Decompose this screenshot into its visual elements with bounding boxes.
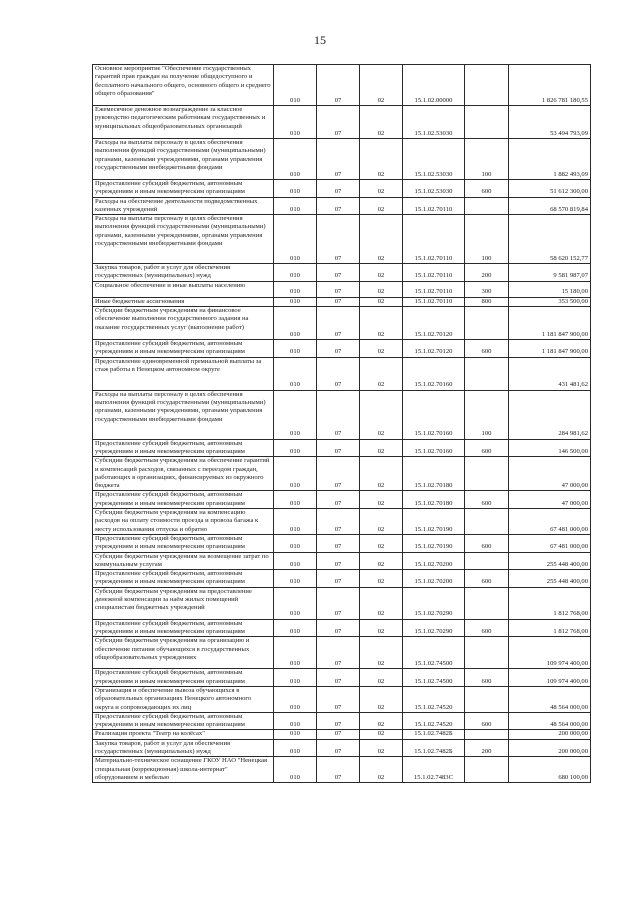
row-expense-type xyxy=(465,587,509,619)
row-grbs: 010 xyxy=(274,534,317,552)
row-amount: 1 181 847 900,00 xyxy=(509,340,591,358)
row-section: 07 xyxy=(317,180,360,198)
row-section: 07 xyxy=(317,509,360,535)
row-section: 07 xyxy=(317,619,360,637)
row-name: Закупка товаров, работ и услуг для обеспечения государственных (муниципальных) нужд xyxy=(93,739,274,757)
table-row xyxy=(93,587,591,619)
row-grbs: 010 xyxy=(274,390,317,439)
row-grbs: 010 xyxy=(274,552,317,570)
row-section: 07 xyxy=(317,65,360,106)
row-section: 07 xyxy=(317,552,360,570)
row-target-code: 15.1.02.70160 xyxy=(403,357,465,390)
row-amount: 1 812 768,00 xyxy=(509,619,591,637)
row-section: 07 xyxy=(317,587,360,619)
row-target-code: 15.1.02.74500 xyxy=(403,669,465,687)
row-expense-type xyxy=(465,307,509,340)
row-expense-type xyxy=(465,730,509,739)
row-subsection: 02 xyxy=(360,570,403,588)
row-name: Расходы на обеспечение деятельности подведомственных казенных учреждений xyxy=(93,197,274,215)
row-target-code: 15.1.02.70110 xyxy=(403,215,465,264)
row-grbs: 010 xyxy=(274,457,317,491)
row-subsection: 02 xyxy=(360,357,403,390)
row-subsection: 02 xyxy=(360,712,403,730)
row-amount: 1 826 781 180,55 xyxy=(509,65,591,106)
row-name: Социальное обеспечение и иные выплаты населению xyxy=(93,281,274,297)
row-target-code: 15.1.02.7483С xyxy=(403,757,465,783)
row-expense-type: 600 xyxy=(465,439,509,457)
row-subsection: 02 xyxy=(360,534,403,552)
row-subsection: 02 xyxy=(360,264,403,282)
row-amount: 68 570 819,84 xyxy=(509,197,591,215)
row-name: Закупка товаров, работ и услуг для обеспечения государственных (муниципальных) нужд xyxy=(93,264,274,282)
table-row xyxy=(93,730,591,739)
row-target-code: 15.1.02.74520 xyxy=(403,686,465,712)
row-section: 07 xyxy=(317,281,360,297)
table-row xyxy=(93,340,591,358)
row-target-code: 15.1.02.70160 xyxy=(403,439,465,457)
row-target-code: 15.1.02.70190 xyxy=(403,534,465,552)
row-subsection: 02 xyxy=(360,197,403,215)
row-subsection: 02 xyxy=(360,552,403,570)
row-name: Субсидии бюджетным учреждениям на компенсацию расходов на оплату стоимости проезда и провоза багажа к месту использования отпуска и обратно xyxy=(93,509,274,535)
table-row xyxy=(93,281,591,297)
row-subsection: 02 xyxy=(360,686,403,712)
row-expense-type: 100 xyxy=(465,139,509,180)
budget-table xyxy=(92,64,591,783)
row-name: Предоставление единовременной премиальной выплаты за стаж работы в Ненецком автономном округе xyxy=(93,357,274,390)
row-expense-type: 200 xyxy=(465,739,509,757)
row-target-code: 15.1.02.74520 xyxy=(403,712,465,730)
row-subsection: 02 xyxy=(360,739,403,757)
row-amount: 47 000,00 xyxy=(509,457,591,491)
row-subsection: 02 xyxy=(360,281,403,297)
row-expense-type xyxy=(465,197,509,215)
row-expense-type xyxy=(465,457,509,491)
row-target-code: 15.1.02.70290 xyxy=(403,587,465,619)
table-row xyxy=(93,457,591,491)
row-amount: 53 494 793,09 xyxy=(509,106,591,139)
row-target-code: 15.1.02.00000 xyxy=(403,65,465,106)
row-expense-type: 300 xyxy=(465,281,509,297)
row-target-code: 15.1.02.53030 xyxy=(403,180,465,198)
row-amount: 51 612 300,00 xyxy=(509,180,591,198)
row-name: Ежемесячное денежное вознаграждение за классное руководство педагогическим работникам государственных и муниципальных общеобразовательных организаций xyxy=(93,106,274,139)
row-section: 07 xyxy=(317,730,360,739)
row-amount: 58 620 152,77 xyxy=(509,215,591,264)
row-section: 07 xyxy=(317,669,360,687)
row-target-code: 15.1.02.70200 xyxy=(403,552,465,570)
table-row xyxy=(93,669,591,687)
row-subsection: 02 xyxy=(360,491,403,509)
row-grbs: 010 xyxy=(274,180,317,198)
row-expense-type: 100 xyxy=(465,390,509,439)
table-row xyxy=(93,297,591,306)
row-section: 07 xyxy=(317,139,360,180)
row-grbs: 010 xyxy=(274,757,317,783)
row-target-code: 15.1.02.53030 xyxy=(403,106,465,139)
budget-table-body xyxy=(93,65,591,783)
row-section: 07 xyxy=(317,457,360,491)
table-row xyxy=(93,106,591,139)
row-section: 07 xyxy=(317,739,360,757)
row-grbs: 010 xyxy=(274,637,317,669)
row-target-code: 15.1.02.70190 xyxy=(403,509,465,535)
table-row xyxy=(93,552,591,570)
table-row xyxy=(93,307,591,340)
row-target-code: 15.1.02.70120 xyxy=(403,307,465,340)
row-amount: 353 500,00 xyxy=(509,297,591,306)
row-subsection: 02 xyxy=(360,439,403,457)
row-target-code: 15.1.02.7482Б xyxy=(403,739,465,757)
row-section: 07 xyxy=(317,106,360,139)
row-name: Предоставление субсидий бюджетным, автономным учреждениям и иным некоммерческим организациям xyxy=(93,712,274,730)
row-grbs: 010 xyxy=(274,669,317,687)
row-name: Предоставление субсидий бюджетным, автономным учреждениям и иным некоммерческим организациям xyxy=(93,534,274,552)
row-name: Иные бюджетные ассигнования xyxy=(93,297,274,306)
row-expense-type: 600 xyxy=(465,570,509,588)
row-expense-type: 600 xyxy=(465,180,509,198)
row-name: Материально-техническое оснащение ГКОУ НАО "Ненецкая специальная (коррекционная) школа-интернат" оборудованием и мебелью xyxy=(93,757,274,783)
row-expense-type xyxy=(465,552,509,570)
row-target-code: 15.1.02.70110 xyxy=(403,264,465,282)
row-amount: 1 812 768,00 xyxy=(509,587,591,619)
table-row xyxy=(93,686,591,712)
row-target-code: 15.1.02.70110 xyxy=(403,281,465,297)
table-row xyxy=(93,139,591,180)
row-name: Расходы на выплаты персоналу в целях обеспечения выполнения функций государственными (муниципальными) органами, казенными учреждениями, органами управления государственными внебюджетными фондами xyxy=(93,139,274,180)
row-subsection: 02 xyxy=(360,297,403,306)
row-subsection: 02 xyxy=(360,106,403,139)
row-section: 07 xyxy=(317,215,360,264)
row-target-code: 15.1.02.70160 xyxy=(403,390,465,439)
row-amount: 48 564 000,00 xyxy=(509,712,591,730)
row-name: Субсидии бюджетным учреждениям на предоставление денежной компенсации за наём жилых помещений специалистам бюджетных учреждений xyxy=(93,587,274,619)
row-subsection: 02 xyxy=(360,509,403,535)
row-target-code: 15.1.02.53030 xyxy=(403,139,465,180)
row-grbs: 010 xyxy=(274,106,317,139)
row-section: 07 xyxy=(317,712,360,730)
table-row xyxy=(93,491,591,509)
table-row xyxy=(93,619,591,637)
row-amount: 109 974 400,00 xyxy=(509,637,591,669)
row-amount: 1 882 493,09 xyxy=(509,139,591,180)
row-subsection: 02 xyxy=(360,180,403,198)
row-grbs: 010 xyxy=(274,439,317,457)
table-row xyxy=(93,757,591,783)
row-section: 07 xyxy=(317,340,360,358)
row-amount: 146 500,00 xyxy=(509,439,591,457)
row-grbs: 010 xyxy=(274,281,317,297)
row-name: Расходы на выплаты персоналу в целях обеспечения выполнения функций государственными (муниципальными) органами, казенными учреждениями, органами управления государственными внебюджетными фондами xyxy=(93,215,274,264)
row-amount: 200 000,00 xyxy=(509,739,591,757)
row-target-code: 15.1.02.70120 xyxy=(403,340,465,358)
row-subsection: 02 xyxy=(360,637,403,669)
table-row xyxy=(93,534,591,552)
row-grbs: 010 xyxy=(274,509,317,535)
row-grbs: 010 xyxy=(274,340,317,358)
row-name: Предоставление субсидий бюджетным, автономным учреждениям и иным некоммерческим организациям xyxy=(93,340,274,358)
row-name: Предоставление субсидий бюджетным, автономным учреждениям и иным некоммерческим организациям xyxy=(93,439,274,457)
row-amount: 200 000,00 xyxy=(509,730,591,739)
table-row xyxy=(93,264,591,282)
row-section: 07 xyxy=(317,197,360,215)
row-grbs: 010 xyxy=(274,307,317,340)
row-subsection: 02 xyxy=(360,65,403,106)
row-expense-type xyxy=(465,509,509,535)
row-name: Субсидии бюджетным учреждениям на возмещение затрат по коммунальным услугам xyxy=(93,552,274,570)
row-grbs: 010 xyxy=(274,197,317,215)
table-row xyxy=(93,215,591,264)
row-expense-type: 800 xyxy=(465,297,509,306)
row-section: 07 xyxy=(317,307,360,340)
row-amount: 67 481 000,00 xyxy=(509,534,591,552)
row-expense-type: 600 xyxy=(465,340,509,358)
row-amount: 48 564 000,00 xyxy=(509,686,591,712)
table-row xyxy=(93,390,591,439)
row-name: Предоставление субсидий бюджетным, автономным учреждениям и иным некоммерческим организациям xyxy=(93,180,274,198)
row-grbs: 010 xyxy=(274,686,317,712)
row-expense-type: 600 xyxy=(465,491,509,509)
row-section: 07 xyxy=(317,637,360,669)
row-amount: 255 448 400,00 xyxy=(509,570,591,588)
row-subsection: 02 xyxy=(360,757,403,783)
row-grbs: 010 xyxy=(274,570,317,588)
row-name: Предоставление субсидий бюджетным, автономным учреждениям и иным некоммерческим организациям xyxy=(93,570,274,588)
row-section: 07 xyxy=(317,757,360,783)
row-grbs: 010 xyxy=(274,139,317,180)
row-grbs: 010 xyxy=(274,297,317,306)
row-name: Субсидии бюджетным учреждениям на обеспечение гарантий и компенсаций расходов, связанных с переездом граждан, работающих в организациях, финансируемых из окружного бюджета xyxy=(93,457,274,491)
table-row xyxy=(93,65,591,106)
row-subsection: 02 xyxy=(360,139,403,180)
table-row xyxy=(93,570,591,588)
row-expense-type: 200 xyxy=(465,264,509,282)
row-grbs: 010 xyxy=(274,215,317,264)
row-name: Предоставление субсидий бюджетным, автономным учреждениям и иным некоммерческим организациям xyxy=(93,669,274,687)
row-subsection: 02 xyxy=(360,730,403,739)
row-section: 07 xyxy=(317,686,360,712)
row-expense-type: 600 xyxy=(465,712,509,730)
row-expense-type xyxy=(465,65,509,106)
row-section: 07 xyxy=(317,570,360,588)
row-subsection: 02 xyxy=(360,307,403,340)
row-expense-type xyxy=(465,357,509,390)
row-expense-type xyxy=(465,106,509,139)
table-row xyxy=(93,509,591,535)
row-target-code: 15.1.02.70200 xyxy=(403,570,465,588)
row-section: 07 xyxy=(317,439,360,457)
row-expense-type: 600 xyxy=(465,534,509,552)
row-name: Предоставление субсидий бюджетным, автономным учреждениям и иным некоммерческим организациям xyxy=(93,619,274,637)
row-target-code: 15.1.02.70180 xyxy=(403,491,465,509)
row-name: Субсидии бюджетным учреждениям на финансовое обеспечение выполнения государственного задания на оказание государственных услуг (выполнение работ) xyxy=(93,307,274,340)
row-expense-type: 600 xyxy=(465,619,509,637)
row-name: Реализация проекта "Театр на колёсах" xyxy=(93,730,274,739)
row-target-code: 15.1.02.74500 xyxy=(403,637,465,669)
table-row xyxy=(93,439,591,457)
row-amount: 431 481,62 xyxy=(509,357,591,390)
row-amount: 67 481 000,00 xyxy=(509,509,591,535)
table-row xyxy=(93,739,591,757)
row-expense-type: 100 xyxy=(465,215,509,264)
row-target-code: 15.1.02.70290 xyxy=(403,619,465,637)
row-subsection: 02 xyxy=(360,390,403,439)
row-target-code: 15.1.02.70110 xyxy=(403,197,465,215)
row-grbs: 010 xyxy=(274,357,317,390)
row-expense-type xyxy=(465,686,509,712)
table-row xyxy=(93,637,591,669)
row-target-code: 15.1.02.7482Б xyxy=(403,730,465,739)
row-amount: 255 448 400,00 xyxy=(509,552,591,570)
row-amount: 109 974 400,00 xyxy=(509,669,591,687)
row-amount: 9 581 987,07 xyxy=(509,264,591,282)
row-name: Расходы на выплаты персоналу в целях обеспечения выполнения функций государственными (муниципальными) органами, казенными учреждениями, органами управления государственными внебюджетными фондами xyxy=(93,390,274,439)
row-grbs: 010 xyxy=(274,712,317,730)
row-expense-type xyxy=(465,757,509,783)
row-subsection: 02 xyxy=(360,340,403,358)
row-section: 07 xyxy=(317,357,360,390)
row-section: 07 xyxy=(317,390,360,439)
row-subsection: 02 xyxy=(360,669,403,687)
row-target-code: 15.1.02.70180 xyxy=(403,457,465,491)
table-row xyxy=(93,180,591,198)
row-target-code: 15.1.02.70110 xyxy=(403,297,465,306)
row-grbs: 010 xyxy=(274,739,317,757)
table-row xyxy=(93,197,591,215)
row-grbs: 010 xyxy=(274,491,317,509)
row-amount: 1 181 847 900,00 xyxy=(509,307,591,340)
row-grbs: 010 xyxy=(274,264,317,282)
row-grbs: 010 xyxy=(274,587,317,619)
row-section: 07 xyxy=(317,297,360,306)
row-name: Организация и обеспечение вывоза обучающихся в образовательных организациях Ненецкого автономного округа и сопровождающих их лиц xyxy=(93,686,274,712)
table-row xyxy=(93,357,591,390)
table-row xyxy=(93,712,591,730)
row-name: Предоставление субсидий бюджетным, автономным учреждениям и иным некоммерческим организациям xyxy=(93,491,274,509)
row-subsection: 02 xyxy=(360,619,403,637)
row-grbs: 010 xyxy=(274,619,317,637)
row-amount: 680 100,00 xyxy=(509,757,591,783)
page-number: 15 xyxy=(314,33,326,47)
row-expense-type xyxy=(465,637,509,669)
row-section: 07 xyxy=(317,534,360,552)
row-grbs: 010 xyxy=(274,65,317,106)
row-section: 07 xyxy=(317,264,360,282)
row-name: Субсидии бюджетным учреждениям на организацию и обеспечение питания обучающихся в государственных общеобразовательных учреждениях xyxy=(93,637,274,669)
row-amount: 284 981,62 xyxy=(509,390,591,439)
row-grbs: 010 xyxy=(274,730,317,739)
row-subsection: 02 xyxy=(360,587,403,619)
row-amount: 15 180,00 xyxy=(509,281,591,297)
row-section: 07 xyxy=(317,491,360,509)
row-name: Основное мероприятие "Обеспечение государственных гарантий прав граждан на получение общедоступного и бесплатного начального общего, основного общего и среднего общего образования" xyxy=(93,65,274,106)
row-amount: 47 000,00 xyxy=(509,491,591,509)
row-subsection: 02 xyxy=(360,457,403,491)
row-subsection: 02 xyxy=(360,215,403,264)
row-expense-type: 600 xyxy=(465,669,509,687)
